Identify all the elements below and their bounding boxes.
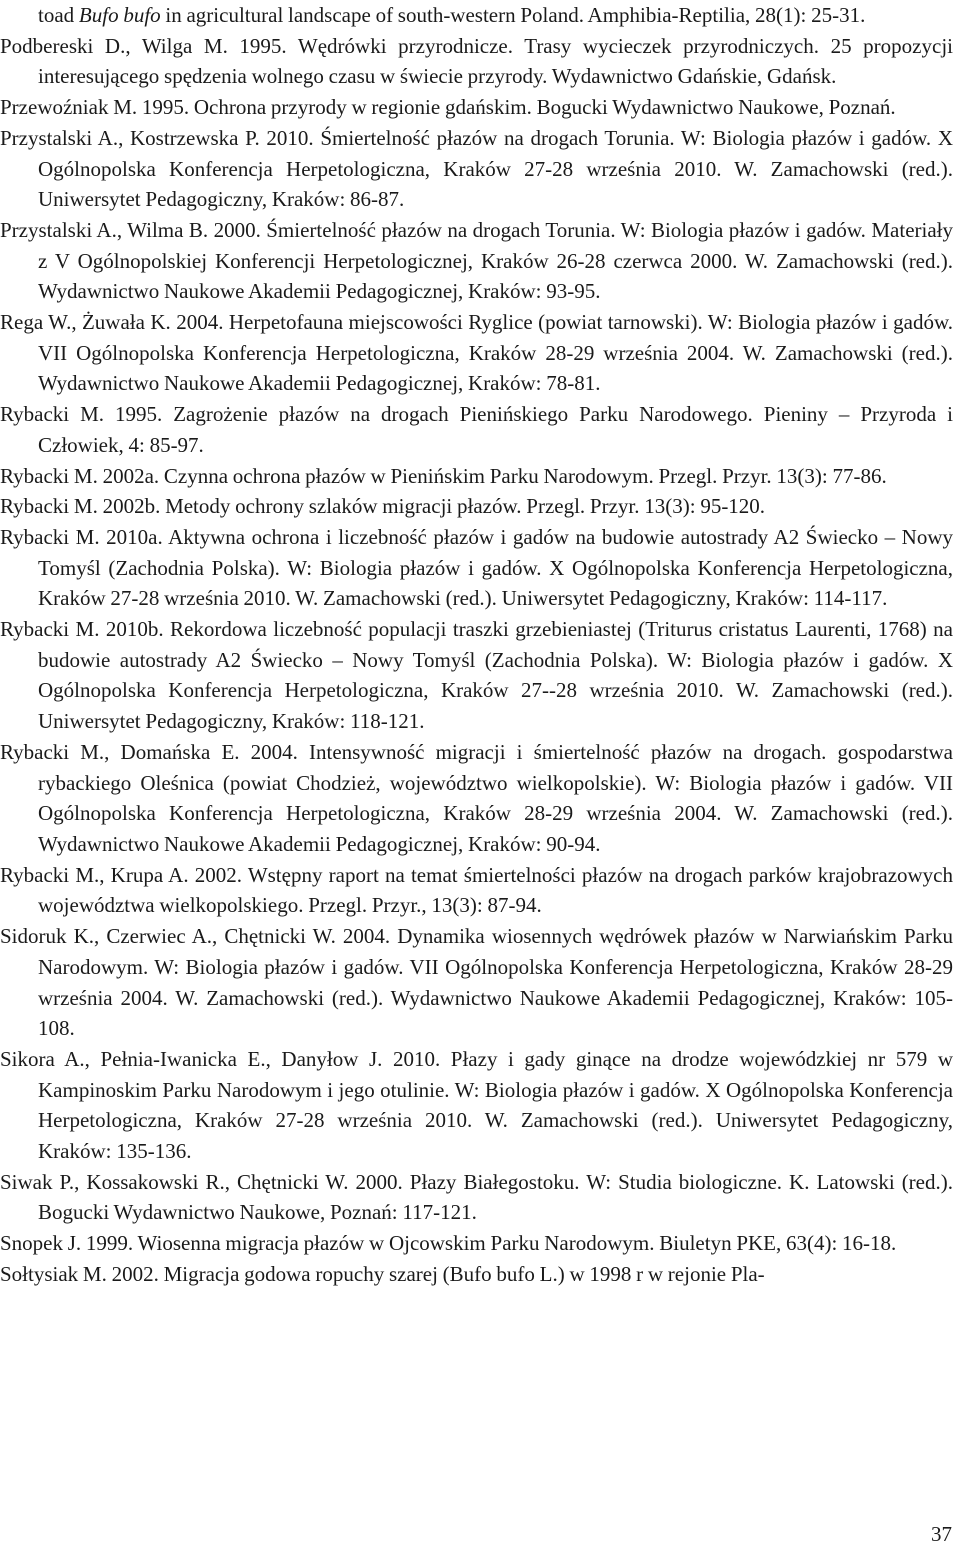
reference-entry: Rybacki M. 2010a. Aktywna ochrona i liczebność płazów i gadów na budowie autostrady A2 Świecko – Nowy Tomyśl (Zachodnia Polska). W: Biologia płazów i gadów. X Ogólnopolska Konferencja Herpetologiczna, Kraków 27-28 września 2010. W. Zamachowski (red.). Uniwersytet Pedagogiczny, Kraków: 114-117. bbox=[0, 524, 953, 611]
reference-entry: Sikora A., Pełnia-Iwanicka E., Danyłow J. 2010. Płazy i gady ginące na drodze wojewódzkiej nr 579 w Kampinoskim Parku Narodowym i jego otulinie. W: Biologia płazów i gadów. X Ogólnopolska Konferencja Herpetologiczna, Kraków 27-28 września 2010. W. Zamachowski (red.). Uniwersytet Pedagogiczny, Kraków: 135-136. bbox=[0, 1046, 953, 1164]
reference-entry: Rybacki M., Krupa A. 2002. Wstępny raport na temat śmiertelności płazów na drogach parków krajobrazowych województwa wielkopolskiego. Przegl. Przyr., 13(3): 87-94. bbox=[0, 862, 953, 918]
reference-entry: Rybacki M. 2010b. Rekordowa liczebność populacji traszki grzebieniastej (Triturus cristatus Laurenti, 1768) na budowie autostrady A2 Świecko – Nowy Tomyśl (Zachodnia Polska). W: Biologia płazów i gadów. X Ogólnopolska Konferencja Herpetologiczna, Kraków 27--28 września 2010. W. Zamachowski (red.). Uniwersytet Pedagogiczny, Kraków: 118-121. bbox=[0, 617, 953, 734]
reference-entry bbox=[0, 0, 960, 31]
species-name: Bufo bufo bbox=[78, 3, 161, 27]
reference-text-start: toad bbox=[38, 3, 79, 27]
reference-text-end: in agricultural landscape of south-western Poland. Amphibia-Reptilia, 28(1): 25-31. bbox=[160, 3, 866, 27]
reference-entry: Rybacki M. 2002b. Metody ochrony szlaków migracji płazów. Przegl. Przyr. 13(3): 95-120. bbox=[0, 494, 766, 519]
reference-entry: Przystalski A., Wilma B. 2000. Śmiertelność płazów na drogach Torunia. W: Biologia płazów i gadów. Materiały z V Ogólnopolskiej Konferencji Herpetologicznej, Kraków 26-28 czerwca 2000. W. Zamachowski (red.). Wydawnictwo Naukowe Akademii Pedagogicznej, Kraków: 93-95. bbox=[0, 217, 953, 304]
reference-entry: Snopek J. 1999. Wiosenna migracja płazów w Ojcowskim Parku Narodowym. Biuletyn PKE, 63(4): 16-18. bbox=[0, 1231, 897, 1256]
reference-entry: Podbereski D., Wilga M. 1995. Wędrówki przyrodnicze. Trasy wycieczek przyrodniczych. 25 propozycji interesującego spędzenia wolnego czasu w świecie przyrody. Wydawnictwo Gdańskie, Gdańsk. bbox=[0, 33, 953, 89]
reference-entry: Rybacki M. 2002a. Czynna ochrona płazów w Pienińskim Parku Narodowym. Przegl. Przyr. 13(3): 77-86. bbox=[0, 463, 887, 488]
reference-entry: Sołtysiak M. 2002. Migracja godowa ropuchy szarej (Bufo bufo L.) w 1998 r w rejonie Pla- bbox=[0, 1261, 765, 1286]
page-number: 37 bbox=[931, 1522, 952, 1546]
reference-entry: Rybacki M. 1995. Zagrożenie płazów na drogach Pienińskiego Parku Narodowego. Pieniny – Przyroda i Człowiek, 4: 85-97. bbox=[0, 402, 953, 457]
reference-entry: Siwak P., Kossakowski R., Chętnicki W. 2000. Płazy Białegostoku. W: Studia biologiczne. K. Latowski (red.). Bogucki Wydawnictwo Naukowe, Poznań: 117-121. bbox=[0, 1169, 953, 1225]
reference-entry: Rybacki M., Domańska E. 2004. Intensywność migracji i śmiertelność płazów na drogach. gospodarstwa rybackiego Oleśnica (powiat Chodzież, województwo wielkopolskie). W: Biologia płazów i gadów. VII Ogólnopolska Konferencja Herpetologiczna, Kraków 28-29 września 2004. W. Zamachowski (red.). Wydawnictwo Naukowe Akademii Pedagogicznej, Kraków: 90-94. bbox=[0, 739, 953, 856]
reference-entry: Przystalski A., Kostrzewska P. 2010. Śmiertelność płazów na drogach Torunia. W: Biologia płazów i gadów. X Ogólnopolska Konferencja Herpetologiczna, Kraków 27-28 września 2010. W. Zamachowski (red.). Uniwersytet Pedagogiczny, Kraków: 86-87. bbox=[0, 125, 953, 212]
reference-entry: Przewoźniak M. 1995. Ochrona przyrody w regionie gdańskim. Bogucki Wydawnictwo Naukowe, Poznań. bbox=[0, 95, 896, 120]
reference-entry: Sidoruk K., Czerwiec A., Chętnicki W. 2004. Dynamika wiosennych wędrówek płazów w Narwiańskim Parku Narodowym. W: Biologia płazów i gadów. VII Ogólnopolska Konferencja Herpetologiczna, Kraków 28-29 września 2004. W. Zamachowski (red.). Wydawnictwo Naukowe Akademii Pedagogicznej, Kraków: 105-108. bbox=[0, 924, 953, 1041]
reference-entry: Rega W., Żuwała K. 2004. Herpetofauna miejscowości Ryglice (powiat tarnowski). W: Biologia płazów i gadów. VII Ogólnopolska Konferencja Herpetologiczna, Kraków 28-29 września 2004. W. Zamachowski (red.). Wydawnictwo Naukowe Akademii Pedagogicznej, Kraków: 78-81. bbox=[0, 310, 953, 396]
